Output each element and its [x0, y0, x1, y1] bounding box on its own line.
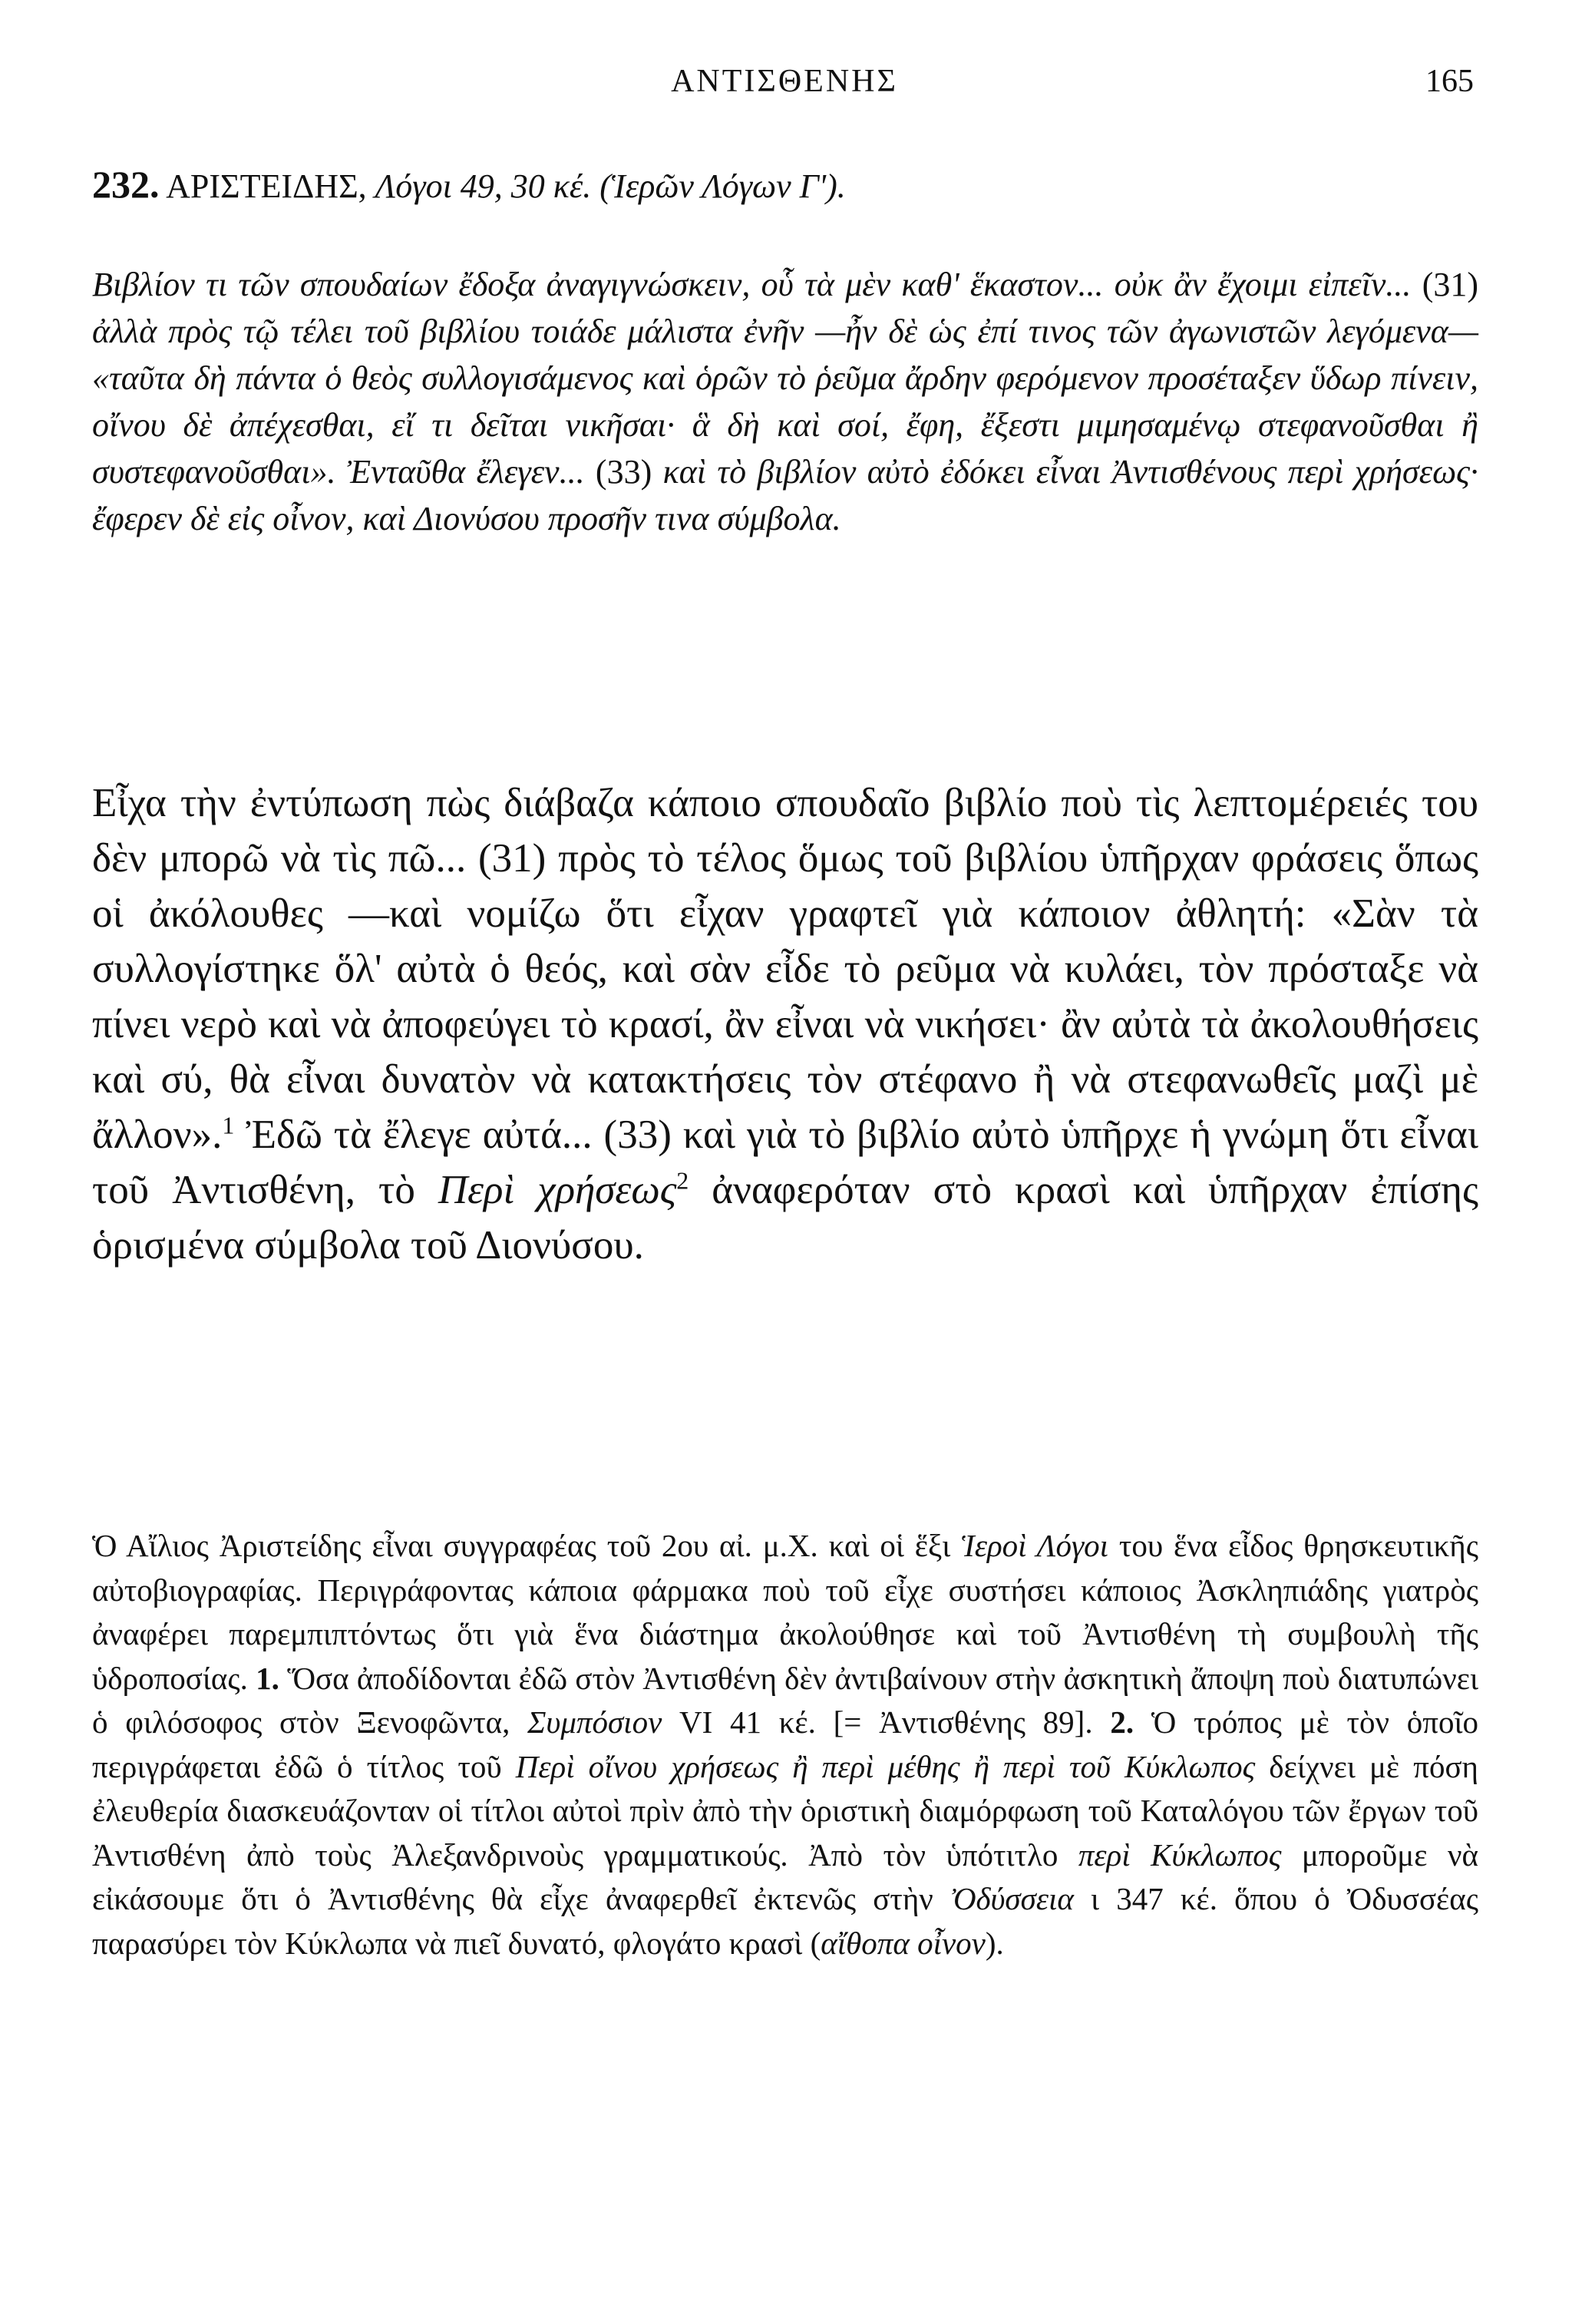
translation-segment-1: Εἶχα τὴν ἐντύπωση πὼς διάβαζα κάποιο σπουδαῖο βιβλίο ποὺ τὶς λεπτομέρειές του δὲν μπορῶ νὰ τὶς πῶ... (31) πρὸς τὸ τέλος ὅμως τοῦ βιβλίου ὑπῆρχαν φράσεις ὅπως οἱ ἀκόλουθες —καὶ νομίζω ὅτι εἶχαν γραφτεῖ γιὰ κάποιον ἀθλητή: «Σὰν τὰ συλλογίστηκε ὅλ' αὐτὰ ὁ θεός, καὶ σὰν εἶδε τὸ ρεῦμα νὰ κυλάει, τὸν πρόσταξε νὰ πίνει νερὸ καὶ νὰ ἀποφεύγει τὸ κρασί, ἂν εἶναι νὰ νικήσει· ἂν αὐτὰ τὰ ἀκολουθήσεις καὶ σύ, θὰ εἶναι δυνατὸν νὰ κατακτήσεις τὸν στέφανο ἢ νὰ στεφανωθεῖς μαζὶ μὲ ἄλλον». [92, 781, 1478, 1157]
commentary-segment-1: Ὁ Αἴλιος Ἀριστείδης εἶναι συγγραφέας τοῦ 2ου αἰ. μ.Χ. καὶ οἱ ἕξι [92, 1528, 962, 1563]
entry-work-reference: Λόγοι 49, 30 κέ. [375, 167, 592, 205]
note-number-1: 1. [256, 1660, 279, 1696]
commentary-segment-6: δείχνει μὲ πόση ἐλευθερία διασκευάζονταν οἱ τίτλοι αὐτοὶ πρὶν ἀπὸ τὴν ὁριστικὴ διαμόρφωση τοῦ Καταλόγου τῶν ἔργων τοῦ Ἀντισθένη ἀπὸ τοὺς Ἀλεξανδρινοὺς γραμματικούς. Ἀπὸ τὸν ὑπότιτλο [92, 1748, 1478, 1873]
footnote-ref-1: 1 [222, 1111, 235, 1139]
translation-segment-3: ἀναφερόταν στὸ κρασὶ καὶ ὑπῆρχαν ἐπίσης ὁρισμένα σύμβολα τοῦ Διονύσου. [92, 1168, 1478, 1268]
source-segment-3: καὶ τὸ βιβλίον αὐτὸ ἐδόκει εἶναι Ἀντισθένους περὶ χρήσεως· ἔφερεν δὲ εἰς οἶνον, καὶ Διονύσου προσῆν τινα σύμβολα. [92, 453, 1478, 537]
commentary-italic-5: Ὀδύσσεια [949, 1881, 1074, 1916]
commentary-italic-3: Περὶ οἴνου χρήσεως ἢ περὶ μέθης ἢ περὶ τοῦ Κύκλωπος [515, 1748, 1256, 1784]
commentary-notes [92, 1524, 1478, 1965]
source-segment-1: Βιβλίον τι τῶν σπουδαίων ἔδοξα ἀναγιγνώσκειν, οὗ τὰ μὲν καθ' ἕκαστον... οὐκ ἂν ἔχοιμι εἰπεῖν... [92, 266, 1412, 303]
commentary-segment-5: Ὁ τρόπος μὲ τὸν ὁποῖο περιγράφεται ἐδῶ ὁ τίτλος τοῦ [92, 1704, 1478, 1784]
entry-author: ΑΡΙΣΤΕΙΔΗΣ, [166, 167, 367, 205]
translation-work-title: Περὶ χρήσεως [438, 1168, 677, 1212]
commentary-segment-9: ). [985, 1925, 1004, 1961]
running-head [95, 63, 1474, 109]
source-segment-2: ἀλλὰ πρὸς τῷ τέλει τοῦ βιβλίου τοιάδε μάλιστα ἐνῆν —ἦν δὲ ὡς ἐπί τινος τῶν ἀγωνιστῶν λεγόμενα— «ταῦτα δὴ πάντα ὁ θεὸς συλλογισάμενος καὶ ὁρῶν τὸ ῥεῦμα ἄρδην φερόμενον προσέταξεν ὕδωρ πίνειν, οἴνου δὲ ἀπέχεσθαι, εἴ τι δεῖται νικῆσαι· ἃ δὴ καὶ σοί, ἔφη, ἔξεστι μιμησαμένῳ στεφανοῦσθαι ἢ συστεφανοῦσθαι». Ἐνταῦθα ἔλεγεν... [92, 312, 1478, 491]
ancient-greek-source-text [92, 261, 1478, 542]
modern-greek-translation [92, 775, 1478, 1273]
entry-heading [92, 161, 1489, 210]
running-title: ΑΝΤΙΣΘΕΝΗΣ [671, 64, 898, 99]
commentary-segment-4: VI 41 κέ. [= Ἀντισθένης 89]. [662, 1704, 1111, 1740]
footnote-ref-2: 2 [676, 1166, 689, 1195]
commentary-segment-7: μποροῦμε νὰ εἰκάσουμε ὅτι ὁ Ἀντισθένης θὰ εἶχε ἀναφερθεῖ ἐκτενῶς στὴν [92, 1836, 1478, 1916]
entry-work-subtitle: (Ἱερῶν Λόγων Γ'). [599, 167, 846, 205]
page-number: 165 [1425, 64, 1474, 99]
commentary-italic-2: Συμπόσιον [527, 1704, 662, 1740]
commentary-segment-3: Ὅσα ἀποδίδονται ἐδῶ στὸν Ἀντισθένη δὲν ἀντιβαίνουν στὴν ἀσκητικὴ ἄποψη ποὺ διατυπώνει ὁ φιλόσοφος στὸν Ξενοφῶντα, [92, 1660, 1478, 1740]
commentary-italic-6: αἴθοπα οἶνον [821, 1925, 986, 1961]
commentary-segment-2: του ἕνα εἶδος θρησκευτικῆς αὐτοβιογραφίας. Περιγράφοντας κάποια φάρμακα ποὺ τοῦ εἶχε συστήσει κάποιος Ἀσκληπιάδης γιατρὸς ἀναφέρει παρεμπιπτόντως ὅτι γιὰ ἕνα διάστημα ἀκολούθησε καὶ τοῦ Ἀντισθένη τὴ συμβουλὴ τῆς ὑδροποσίας. [92, 1528, 1478, 1696]
commentary-italic-4: περὶ Κύκλωπος [1078, 1836, 1282, 1873]
section-marker-33: (33) [584, 453, 663, 491]
commentary-segment-8: ι 347 κέ. ὅπου ὁ Ὀδυσσέας παρασύρει τὸν Κύκλωπα νὰ πιεῖ δυνατό, φλογάτο κρασὶ ( [92, 1881, 1478, 1961]
commentary-italic-1: Ἱεροὶ Λόγοι [961, 1528, 1108, 1563]
note-number-2: 2. [1110, 1704, 1134, 1740]
entry-number: 232. [92, 163, 160, 206]
translation-segment-2: Ἐδῶ τὰ ἔλεγε αὐτά... (33) καὶ γιὰ τὸ βιβλίο αὐτὸ ὑπῆρχε ἡ γνώμη ὅτι εἶναι τοῦ Ἀντισθένη, τὸ [92, 1112, 1478, 1212]
section-marker-31: (31) [1411, 266, 1479, 303]
